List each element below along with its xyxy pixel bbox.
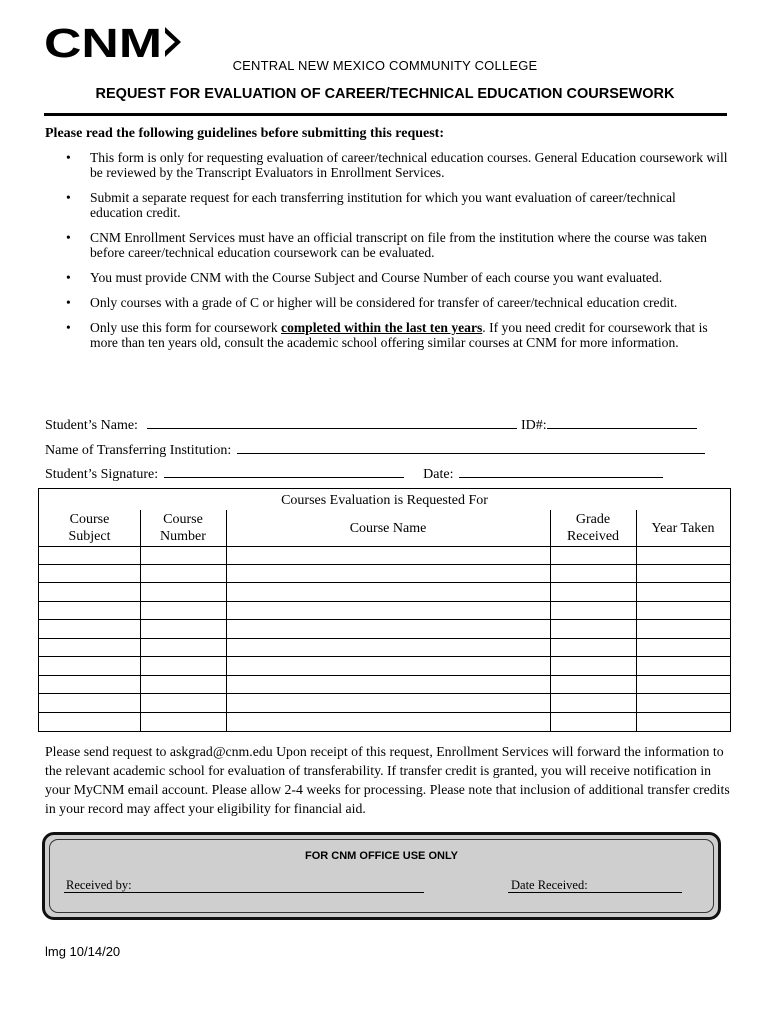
date-received-label: Date Received: [511,878,588,892]
form-version-footer: lmg 10/14/20 [45,944,121,959]
student-name-field[interactable] [147,414,517,429]
table-row[interactable] [39,564,730,565]
institution-field[interactable] [237,439,705,454]
title-divider [44,113,727,116]
table-row[interactable] [39,601,730,602]
column-divider [636,510,637,731]
date-label: Date: [423,467,454,482]
office-use-title: FOR CNM OFFICE USE ONLY [305,850,458,862]
col-header-course-number: Course Number [160,512,206,544]
office-use-box [42,832,721,920]
column-divider [226,510,227,731]
guidelines-list [62,150,730,360]
college-name: CENTRAL NEW MEXICO COMMUNITY COLLEGE [232,58,538,73]
cnm-logo-text: CNM [44,22,162,62]
table-caption: Courses Evaluation is Requested For [281,493,488,508]
signature-field[interactable] [164,463,404,478]
id-field[interactable] [547,414,697,429]
institution-label: Name of Transferring Institution: [45,443,232,458]
table-row[interactable] [39,546,730,547]
guideline-item: • This form is only for requesting evaluation of career/technical education courses. General Education coursework will be reviewed by the Transcript Evaluators in Enrollment Services. [66,150,728,180]
signature-row [45,463,663,483]
date-field[interactable] [459,463,663,478]
id-label: ID#: [520,418,547,433]
signature-label: Student’s Signature: [45,467,159,482]
courses-table [38,488,731,732]
cnm-logo [44,22,184,62]
guideline-item: • Only courses with a grade of C or higher will be considered for transfer of career/technical education credit. [66,295,678,310]
student-name-label: Student’s Name: [45,418,138,433]
institution-row [45,439,705,459]
table-row[interactable] [39,656,730,657]
guideline-item: • Submit a separate request for each transferring institution for which you want evaluation of career/technical education credit. [66,190,676,220]
guideline-item: • CNM Enrollment Services must have an official transcript on file from the institution where the course was taken before career/technical education coursework can be evaluated. [66,230,707,260]
guideline-item: • Only use this form for coursework completed within the last ten years. If you need credit for coursework that is more than ten years old, consult the academic school offering similar courses at CNM for more information. [66,320,708,350]
guideline-item: • You must provide CNM with the Course Subject and Course Number of each course you want evaluated. [66,270,663,285]
logo-arrow-icon [165,27,181,57]
col-header-grade-received: Grade Received [566,512,620,544]
guidelines-heading: Please read the following guidelines before submitting this request: [45,126,444,141]
form-title: REQUEST FOR EVALUATION OF CAREER/TECHNICAL EDUCATION COURSEWORK [95,86,675,102]
col-header-course-name: Course Name [349,521,427,536]
received-by-field[interactable] [64,892,424,893]
table-row[interactable] [39,638,730,639]
date-received-field[interactable] [508,892,682,893]
table-row[interactable] [39,693,730,694]
col-header-course-subject: Course Subject [68,512,111,544]
student-name-row [45,414,697,434]
received-by-label: Received by: [66,878,132,892]
ten-years-emphasis: completed within the last ten years [281,320,483,335]
table-row[interactable] [39,582,730,583]
table-row[interactable] [39,675,730,676]
submission-note: Please send request to askgrad@cnm.edu Upon receipt of this request, Enrollment Services will forward the information to the relevant academic school for evaluation of transferability. If transfer credit is granted, you will receive notification in your MyCNM email account. Please allow 2-4 weeks for processing. Please note that inclusion of additional transfer credits in your record may affect your eligibility for financial aid. [45,744,730,816]
table-row[interactable] [39,712,730,713]
col-header-year-taken: Year Taken [651,521,715,536]
table-row[interactable] [39,619,730,620]
